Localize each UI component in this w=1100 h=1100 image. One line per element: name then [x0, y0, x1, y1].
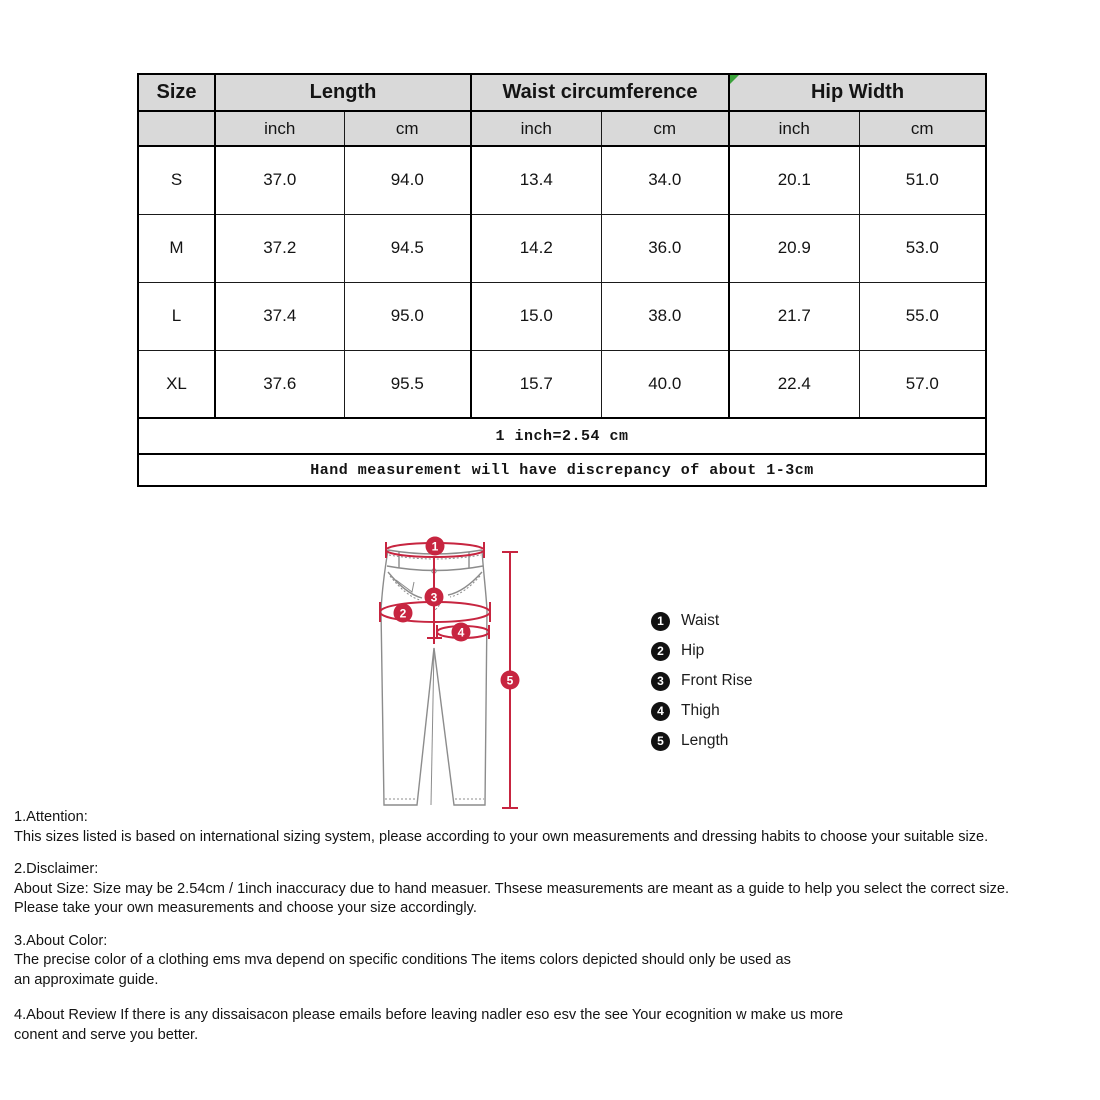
cell: 15.7 — [471, 350, 601, 418]
cell: 51.0 — [859, 146, 986, 214]
legend-label: Length — [681, 732, 729, 749]
legend-3-icon: 3 — [651, 672, 670, 691]
legend-item-length — [651, 731, 753, 751]
cell: 57.0 — [859, 350, 986, 418]
section-text: This sizes listed is based on international sizing system, please according to your own measurements and dressing habits to choose your suitable size. — [14, 828, 989, 845]
callout-3-num: 3 — [430, 590, 438, 605]
legend-2-icon: 2 — [651, 642, 670, 661]
table-note-row — [138, 454, 986, 486]
size-label: S — [138, 146, 215, 214]
callout-5-num: 5 — [506, 673, 514, 688]
section-about-color — [14, 932, 1096, 991]
cell: 20.1 — [729, 146, 859, 214]
subheader-length-inch: inch — [215, 111, 344, 146]
legend-item-thigh — [651, 701, 753, 721]
section-text: conent and serve you better. — [14, 1026, 199, 1043]
callout-1-num: 1 — [431, 539, 439, 554]
cell: 40.0 — [601, 350, 729, 418]
section-title: 2.Disclaimer: — [14, 861, 99, 877]
cell: 20.9 — [729, 214, 859, 282]
section-disclaimer — [14, 860, 1096, 919]
measurement-legend — [651, 611, 753, 761]
legend-label: Waist — [681, 612, 720, 629]
legend-5-icon: 5 — [651, 732, 670, 751]
discrepancy-note: Hand measurement will have discrepancy of about 1-3cm — [138, 454, 986, 486]
cell: 22.4 — [729, 350, 859, 418]
cell: 94.0 — [344, 146, 471, 214]
table-subheader-row — [138, 111, 986, 146]
cell: 37.6 — [215, 350, 344, 418]
cell: 36.0 — [601, 214, 729, 282]
cell: 37.4 — [215, 282, 344, 350]
cell: 94.5 — [344, 214, 471, 282]
cell: 13.4 — [471, 146, 601, 214]
section-attention — [14, 808, 1096, 847]
cell: 53.0 — [859, 214, 986, 282]
cell: 15.0 — [471, 282, 601, 350]
col-header-waist: Waist circumference — [471, 74, 729, 111]
legend-item-front-rise — [651, 671, 753, 691]
legend-label: Front Rise — [681, 672, 753, 689]
subheader-hip-inch: inch — [729, 111, 859, 146]
cell: 37.2 — [215, 214, 344, 282]
conversion-note: 1 inch=2.54 cm — [138, 418, 986, 454]
cell: 14.2 — [471, 214, 601, 282]
size-label: XL — [138, 350, 215, 418]
section-title: 3.About Color: — [14, 932, 108, 949]
cell: 38.0 — [601, 282, 729, 350]
legend-item-waist — [651, 611, 753, 631]
legend-4-icon: 4 — [651, 702, 670, 721]
pants-diagram-svg — [368, 520, 578, 820]
table-row-s — [138, 146, 986, 214]
subheader-waist-cm: cm — [601, 111, 729, 146]
table-header-row — [138, 74, 986, 111]
legend-item-hip — [651, 641, 753, 661]
pants-measurement-diagram — [368, 520, 578, 820]
cell: 95.5 — [344, 350, 471, 418]
table-note-row — [138, 418, 986, 454]
size-label: L — [138, 282, 215, 350]
col-header-hip-label: Hip Width — [810, 81, 905, 103]
cell-comment-marker-icon — [730, 75, 739, 84]
section-title: 1.Attention: — [14, 809, 88, 825]
callout-2-num: 2 — [399, 606, 407, 621]
section-text: an approximate guide. — [14, 971, 159, 988]
callout-4-num: 4 — [457, 625, 465, 640]
legend-label: Thigh — [681, 702, 720, 719]
cell: 95.0 — [344, 282, 471, 350]
section-text: 4.About Review If there is any dissaisacon please emails before leaving nadler eso esv the see Your ecognition w make us more — [14, 1007, 844, 1023]
col-header-size: Size — [138, 74, 215, 111]
subheader-hip-cm: cm — [859, 111, 986, 146]
subheader-blank — [138, 111, 215, 146]
legend-1-icon: 1 — [651, 612, 670, 631]
size-label: M — [138, 214, 215, 282]
table-row-m — [138, 214, 986, 282]
col-header-length: Length — [215, 74, 471, 111]
legend-label: Hip — [681, 642, 705, 659]
callout-badges — [394, 537, 520, 690]
notes-text-block — [14, 808, 1096, 1058]
section-text: Please take your own measurements and choose your size accordingly. — [14, 900, 477, 916]
cell: 21.7 — [729, 282, 859, 350]
cell: 55.0 — [859, 282, 986, 350]
section-about-review — [14, 1006, 1096, 1045]
cell: 34.0 — [601, 146, 729, 214]
subheader-length-cm: cm — [344, 111, 471, 146]
cell: 37.0 — [215, 146, 344, 214]
section-text: About Size: Size may be 2.54cm / 1inch inaccuracy due to hand measuer. Thsese measurements are meant as a guide to help you select the correct size. — [14, 880, 1010, 897]
table-row-l — [138, 282, 986, 350]
subheader-waist-inch: inch — [471, 111, 601, 146]
section-text: The precise color of a clothing ems mva depend on specific conditions The items colors depicted should only be used as — [14, 952, 791, 968]
table-row-xl — [138, 350, 986, 418]
col-header-hip — [729, 74, 986, 111]
size-chart-table — [137, 73, 987, 487]
